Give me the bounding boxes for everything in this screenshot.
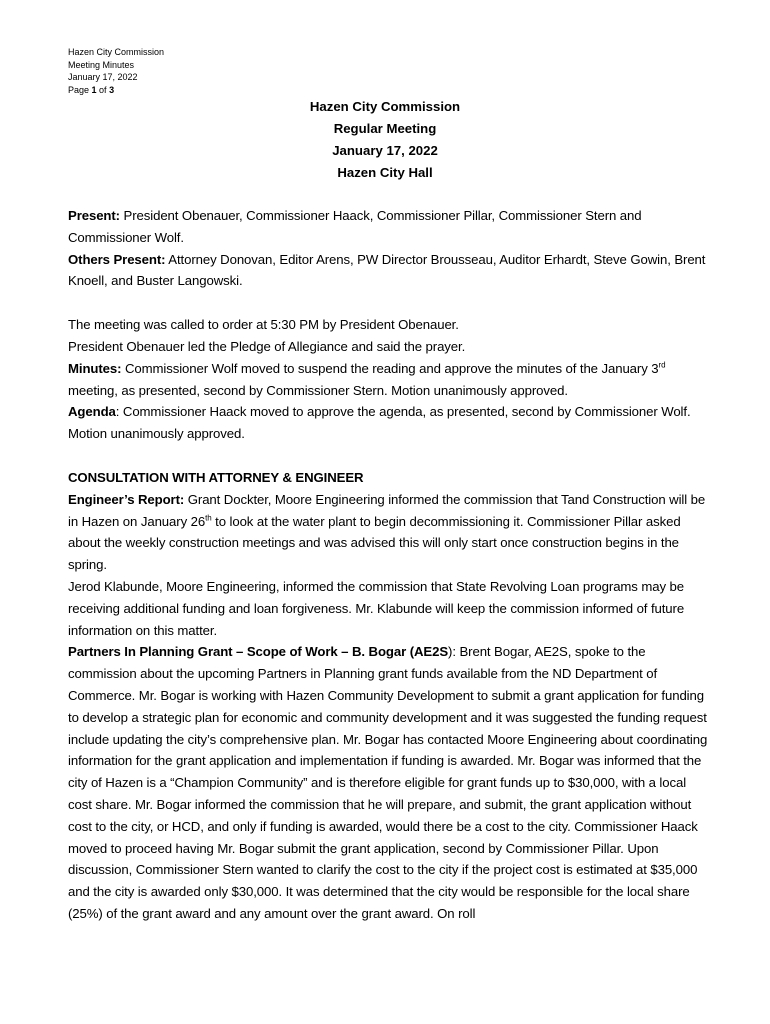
klabunde-paragraph: Jerod Klabunde, Moore Engineering, informed the commission that State Revolving Loan programs may be receiving additional funding and loan forgiveness. Mr. Klabunde will keep the commission informed of future information on this matter. — [68, 578, 685, 638]
title-location: Hazen City Hall — [337, 165, 433, 180]
minutes-body — [68, 205, 708, 925]
header-date: January 17, 2022 — [68, 72, 138, 82]
engineer-report-paragraph: Engineer’s Report: Grant Dockter, Moore Engineering informed the commission that Tand Construction will be in Hazen on January 26th to look at the water plant to begin decommissioning it. Commissioner Pillar asked about the weekly construction meetings and was advised this will only start once construction begins in the spring. — [68, 491, 706, 573]
agenda-paragraph: Agenda: Commissioner Haack moved to approve the agenda, as presented, second by Commissioner Wolf. Motion unanimously approved. — [68, 404, 691, 442]
minutes-paragraph: Minutes: Commissioner Wolf moved to suspend the reading and approve the minutes of the January 3rd meeting, as presented, second by Commissioner Stern. Motion unanimously approved. — [68, 360, 666, 398]
document-title — [0, 96, 770, 184]
others-present-paragraph: Others Present: Attorney Donovan, Editor Arens, PW Director Brousseau, Auditor Erhardt, Steve Gowin, Brent Knoell, and Buster Langowski. — [68, 251, 706, 289]
call-to-order: The meeting was called to order at 5:30 PM by President Obenauer. — [68, 317, 459, 333]
header-doc-type: Meeting Minutes — [68, 59, 135, 70]
running-header — [68, 46, 164, 96]
pledge-paragraph: President Obenauer led the Pledge of Allegiance and said the prayer. — [68, 338, 466, 354]
present-paragraph: Present: President Obenauer, Commissioner Haack, Commissioner Pillar, Commissioner Stern and Commissioner Wolf. — [68, 208, 642, 245]
title-org: Hazen City Commission — [309, 99, 461, 114]
header-page-number: Page 1 of 3 — [68, 84, 115, 95]
section-heading: CONSULTATION WITH ATTORNEY & ENGINEER — [68, 469, 364, 485]
partners-in-planning-paragraph: Partners In Planning Grant – Scope of Work – B. Bogar (AE2S): Brent Bogar, AE2S, spoke to the commission about the upcoming Partners in Planning grant funds available from the ND Department of Commerce. Mr. Bogar is working with Hazen Community Development to submit a grant application for funding to develop a strategic plan for economic and community development and it was suggested the funding request include updating the city’s comprehensive plan. Mr. Bogar has contacted Moore Engineering about coordinating information for the grant application and implementation if funding is awarded. Mr. Bogar was informed that the city of Hazen is a “Champion Community” and is therefore eligible for grant funds up to $30,000, with a local cost share. Mr. Bogar informed the commission that he will prepare, and submit, the grant application without cost to the city, or HCD, and only if funding is awarded, would there be a cost to the city. Commissioner Haack moved to proceed having Mr. Bogar submit the grant application, second by Commissioner Pillar. Upon discussion, Commissioner Stern wanted to clarify the cost to the city if the project cost is estimated at $35,000 and the city is awarded only $30,000. It was determined that the city would be responsible for the local share (25%) of the grant award and any amount over the grant award. On roll — [68, 644, 708, 921]
title-meeting-type: Regular Meeting — [333, 121, 437, 136]
header-org: Hazen City Commission — [68, 47, 165, 57]
title-date: January 17, 2022 — [332, 143, 438, 158]
